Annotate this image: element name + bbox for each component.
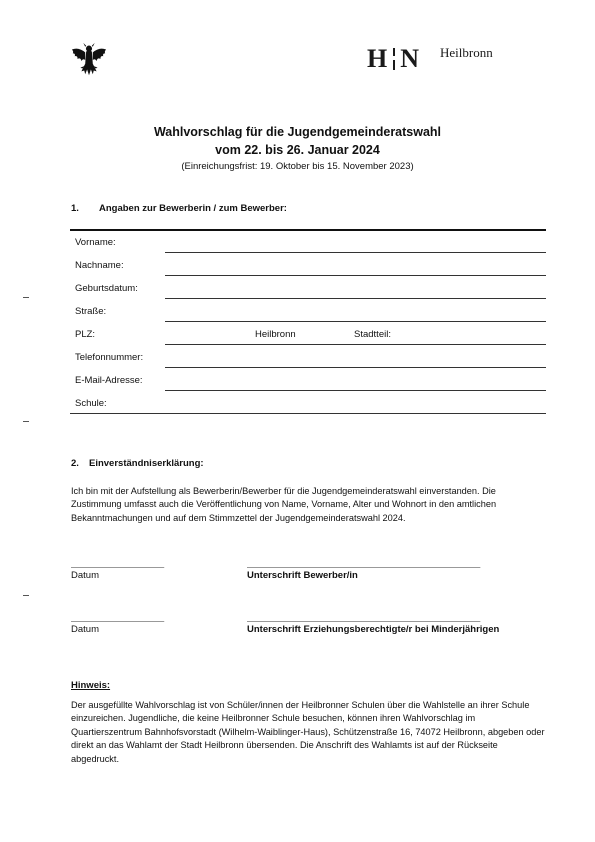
field-label: Geburtsdatum: [75, 283, 138, 294]
logo-divider [393, 48, 395, 70]
field-label: E-Mail-Adresse: [75, 375, 143, 386]
field-label: Straße: [75, 306, 107, 317]
field-input-line[interactable] [70, 413, 546, 414]
field-geburtsdatum[interactable] [70, 276, 546, 299]
logo-city-name: Heilbronn [440, 45, 493, 60]
guardian-signature-label: Unterschrift Erziehungsberechtigte/r bei Minderjährigen [247, 624, 500, 635]
field-telefon[interactable] [70, 345, 546, 368]
field-strasse[interactable] [70, 299, 546, 322]
eagle-crest-icon [70, 41, 108, 79]
fold-mark [23, 297, 29, 298]
plz-city-text: Heilbronn [255, 329, 296, 340]
fold-mark [23, 421, 29, 422]
candidate-signature-line[interactable]: __________________________________________________________ [247, 558, 480, 568]
submission-deadline: (Einreichungsfrist: 19. Oktober bis 15. November 2023) [181, 161, 414, 172]
logo-letter-h: H [367, 44, 389, 73]
field-email[interactable] [70, 368, 546, 391]
date-label-2: Datum [71, 624, 99, 635]
consent-text: Ich bin mit der Aufstellung als Bewerberin/Bewerber für die Jugendgemeinderatswahl einverstanden. Die Zustimmung umfasst auch die Veröffentlichung von Name, Vorname, Alter und Wohnort in den amtlichen Bekanntmachungen und auf dem Stimmzettel der Jugendgemeinderatswahl 2024. [71, 486, 497, 523]
election-dates: vom 22. bis 26. Januar 2024 [215, 143, 380, 157]
field-vorname[interactable] [70, 230, 546, 253]
guardian-signature-line[interactable]: __________________________________________________________ [247, 612, 480, 622]
stadtteil-label: Stadtteil: [354, 329, 391, 340]
city-logo [367, 45, 420, 73]
candidate-signature-label: Unterschrift Bewerber/in [247, 570, 358, 581]
section1-heading [71, 203, 287, 214]
hint-text: Der ausgefüllte Wahlvorschlag ist von Schüler/innen der Heilbronner Schulen über die Wahlstelle an ihrer Schule einzureichen. Jugendliche, die keine Heilbronner Schule besuchen, können ihren Wahlvorschlag im Quartierszentrum Bahnhofsvorstadt (Wilhelm-Waiblinger-Haus), Schützenstraße 16, 74072 Heilbronn, abgeben oder direkt an das Wahlamt der Stadt Heilbronn übersenden. Die Anschrift des Wahlamts ist auf der Rückseite abgedruckt. [71, 700, 545, 764]
field-label: Vorname: [75, 237, 116, 248]
section2-number: 2. [71, 458, 79, 469]
date-line-2[interactable]: _______________________ [71, 612, 164, 622]
section1-number: 1. [71, 203, 79, 214]
section2-heading [71, 458, 204, 469]
logo-letter-n: N [400, 44, 421, 73]
hint-title: Hinweis: [71, 680, 111, 691]
date-line-1[interactable]: _______________________ [71, 558, 164, 568]
field-schule[interactable] [70, 391, 546, 414]
field-nachname[interactable] [70, 253, 546, 276]
field-label: PLZ: [75, 329, 96, 340]
field-label: Schule: [75, 398, 107, 409]
fold-mark [23, 595, 29, 596]
date-label-1: Datum [71, 570, 99, 581]
section1-title: Angaben zur Bewerberin / zum Bewerber: [99, 203, 287, 214]
field-plz[interactable] [70, 322, 546, 345]
field-label: Nachname: [75, 260, 124, 271]
section2-title: Einverständniserklärung: [89, 458, 204, 469]
document-title: Wahlvorschlag für die Jugendgemeinderatswahl [153, 125, 442, 139]
field-label: Telefonnummer: [75, 352, 144, 363]
